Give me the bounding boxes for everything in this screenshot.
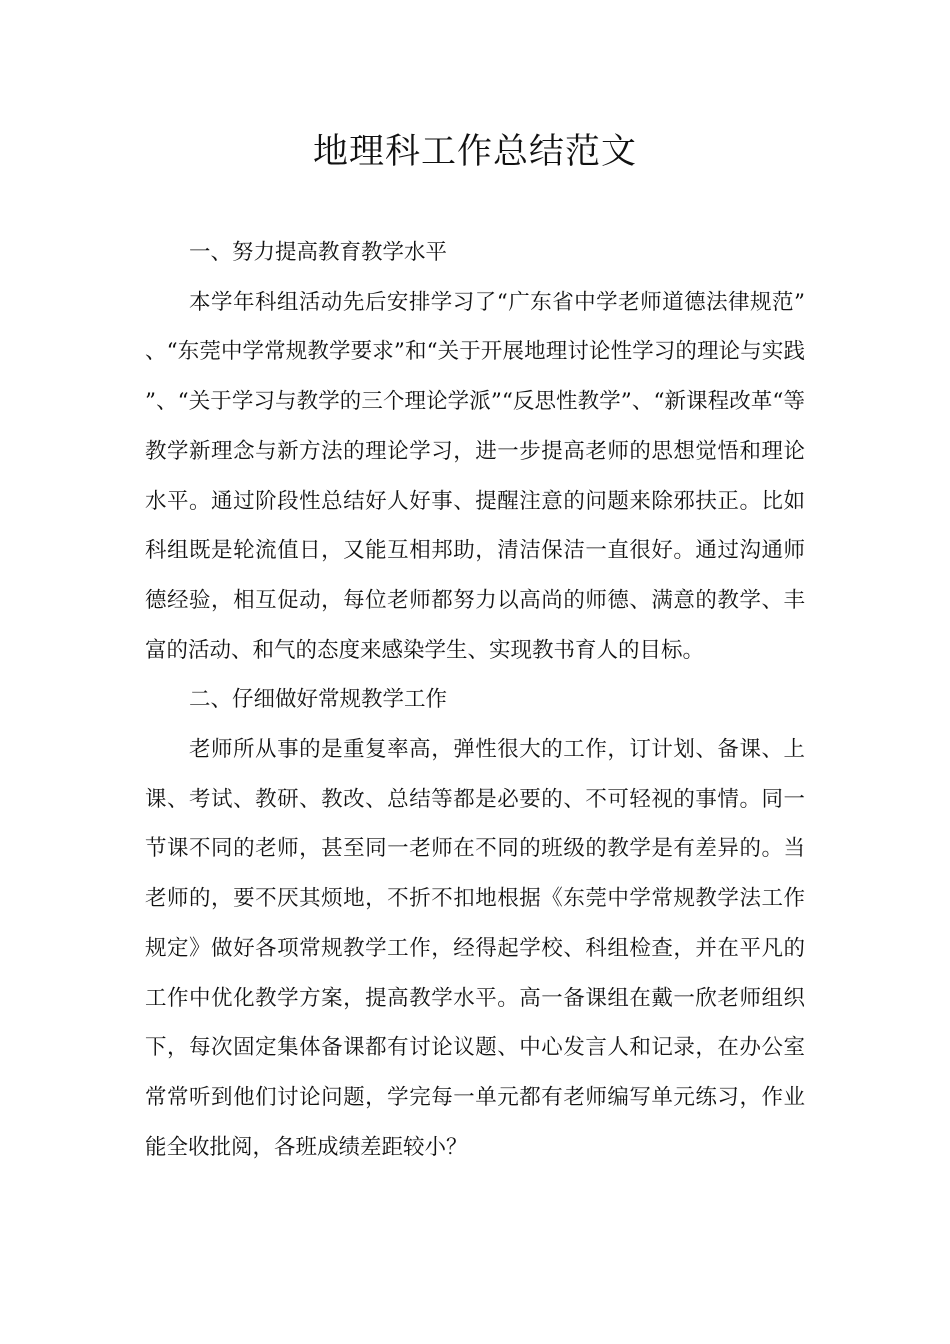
- document-body: [145, 228, 805, 1172]
- section-heading-1: 一、努力提高教育教学水平: [189, 240, 448, 265]
- body-paragraph-2: 老师所从事的是重复率高，弹性很大的工作，订计划、备课、上课、考试、教研、教改、总结等都是必要的、不可轻视的事情。同一节课不同的老师，甚至同一老师在不同的班级的教学是有差异的。当老师的，要不厌其烦地，不折不扣地根据《东莞中学常规教学法工作规定》做好各项常规教学工作，经得起学校、科组检查，并在平凡的工作中优化教学方案，提高教学水平。高一备课组在戴一欣老师组织下，每次固定集体备课都有讨论议题、中心发言人和记录，在办公室常常听到他们讨论问题，学完每一单元都有老师编写单元练习，作业能全收批阅，各班成绩差距较小？: [145, 737, 805, 1160]
- section-heading-2: 二、仔细做好常规教学工作: [189, 687, 448, 713]
- body-paragraph-1: 本学年科组活动先后安排学习了“广东省中学老师道德法律规范”、“东莞中学常规教学要求”和“关于开展地理讨论性学习的理论与实践”、“关于学习与教学的三个理论学派”“反思性教学”、“新课程改革“等教学新理念与新方法的理论学习，进一步提高老师的思想觉悟和理论水平。通过阶段性总结好人好事、提醒注意的问题来除邪扶正。比如科组既是轮流值日，又能互相邦助，清洁保洁一直很好。通过沟通师德经验，相互促动，每位老师都努力以高尚的师德、满意的教学、丰富的活动、和气的态度来感染学生、实现教书育人的目标。: [145, 289, 805, 663]
- page-title: 地理科工作总结范文: [312, 132, 637, 172]
